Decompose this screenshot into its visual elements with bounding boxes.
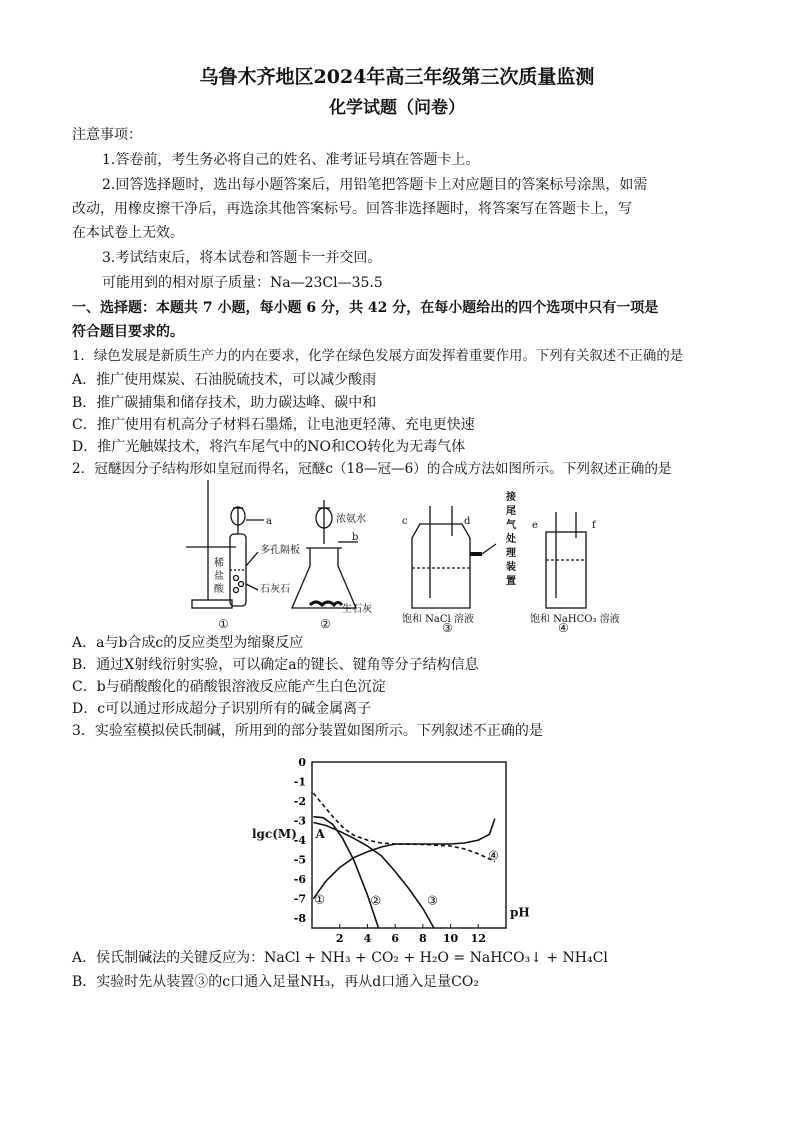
label-a: a <box>266 516 272 527</box>
label-f: f <box>592 520 596 531</box>
notice-item-2-line1: 2.回答选择题时，选出每小题答案后，用铅笔把答题卡上对应题目的答案标号涂黑，如需 <box>102 177 648 193</box>
x-tick-label: 4 <box>363 932 372 945</box>
y-axis-label: lgc(M) <box>252 827 297 842</box>
apparatus-figure <box>180 478 640 634</box>
lgc-ph-chart <box>250 752 540 948</box>
y-tick-label: -1 <box>293 775 306 789</box>
series-label-1: ① <box>314 892 326 907</box>
label-porous-plate: 多孔隔板 <box>260 545 300 556</box>
x-tick-label: 12 <box>470 932 486 945</box>
label-num-1: ① <box>218 617 229 631</box>
q2-stem: 2．冠醚因分子结构形如皇冠而得名，冠醚c（18—冠—6）的合成方法如图所示。下列叙述正确的是 <box>72 461 672 477</box>
wash-bottle-4 <box>546 532 586 608</box>
x-axis-label: pH <box>510 905 530 920</box>
label-d: d <box>464 516 471 527</box>
label-nahco3: 饱和 NaHCO₃ 溶液 <box>530 614 620 625</box>
series-label-3: ③ <box>427 893 438 908</box>
notice-item-2-line2: 改动，用橡皮擦干净后，再选涂其他答案标号。回答非选择题时，将答案写在答题卡上，写 <box>72 201 632 217</box>
q3-option-a: A．侯氏制碱法的关键反应为：NaCl + NH₃ + CO₂ + H₂O = NaHCO₃↓ + NH₄Cl <box>72 950 608 966</box>
q2-option-c: C．b与硝酸酸化的硝酸银溶液反应能产生白色沉淀 <box>72 679 386 695</box>
atomic-mass-note: 可能用到的相对原子质量：Na—23Cl—35.5 <box>102 275 383 291</box>
label-num-2: ② <box>320 617 331 631</box>
x-tick-label: 2 <box>335 932 344 945</box>
q1-option-b: B．推广碳捕集和储存技术，助力碳达峰、碳中和 <box>72 395 377 411</box>
label-tail-gas: 接 尾 气 处 理 装 置 <box>506 492 516 587</box>
y-tick-label: -5 <box>293 853 306 867</box>
x-tick-label: 6 <box>391 932 399 945</box>
label-ammonia: 浓氨水 <box>336 514 366 525</box>
y-tick-label: -4 <box>293 834 306 848</box>
notice-item-3: 3.考试结束后，将本试卷和答题卡一并交回。 <box>102 250 382 266</box>
q2-option-b: B．通过X射线衍射实验，可以确定a的键长、键角等分子结构信息 <box>72 657 479 673</box>
y-tick-label: -6 <box>293 873 306 887</box>
series-line-4 <box>313 793 495 861</box>
notice-item-1: 1.答卷前，考生务必将自己的姓名、准考证号填在答题卡上。 <box>102 152 480 168</box>
label-b: b <box>352 532 359 543</box>
notice-heading: 注意事项： <box>72 127 142 143</box>
q1-option-a: A．推广使用煤炭、石油脱硫技术，可以减少酸雨 <box>72 372 377 388</box>
point-a-label: A <box>315 827 325 842</box>
q1-option-c: C．推广使用有机高分子材料石墨烯，让电池更轻薄、充电更快速 <box>72 417 475 433</box>
y-tick-label: -2 <box>293 795 306 809</box>
q3-stem: 3．实验室模拟侯氏制碱，所用到的部分装置如图所示。下列叙述不正确的是 <box>72 723 543 739</box>
stand-base <box>192 600 232 608</box>
notice-item-2-line3: 在本试卷上无效。 <box>72 225 184 241</box>
q1-stem: 1．绿色发展是新质生产力的内在要求，化学在绿色发展方面发挥着重要作用。下列有关叙述不正确的是 <box>72 349 684 364</box>
q1-option-d: D．推广光触媒技术，将汽车尾气中的NO和CO转化为无毒气体 <box>72 439 466 455</box>
y-tick-label: 0 <box>298 756 306 769</box>
y-tick-label: -3 <box>293 814 306 828</box>
q2-option-a: A．a与b合成c的反应类型为缩聚反应 <box>72 635 304 651</box>
section-1-heading-line1: 一、选择题：本题共 7 小题，每小题 6 分，共 42 分，在每小题给出的四个选项中只有一项是 <box>72 300 659 316</box>
series-line-1 <box>313 819 495 899</box>
x-tick-label: 10 <box>442 932 459 945</box>
label-num-4: ④ <box>558 621 569 634</box>
wash-bottle-3 <box>412 524 470 608</box>
series-label-2: ② <box>370 893 382 908</box>
label-num-3: ③ <box>442 621 453 634</box>
y-tick-label: -7 <box>293 892 306 906</box>
label-c: c <box>402 516 408 527</box>
label-quicklime: 生石灰 <box>342 604 372 615</box>
q2-option-d: D．c可以通过形成超分子识别所有的碱金属离子 <box>72 701 372 717</box>
label-limestone: 石灰石 <box>260 584 290 595</box>
series-label-4: ④ <box>488 848 499 863</box>
label-nacl: 饱和 NaCl 溶液 <box>402 614 474 625</box>
conical-flask <box>292 548 356 608</box>
page-subtitle: 化学试题（问卷） <box>329 98 465 118</box>
page-title: 乌鲁木齐地区2024年高三年级第三次质量监测 <box>199 66 595 88</box>
label-dilute-hcl: 稀 盐 酸 <box>214 558 224 595</box>
y-tick-label: -8 <box>293 912 306 926</box>
x-tick-label: 8 <box>419 932 427 945</box>
section-1-heading-line2: 符合题目要求的。 <box>72 324 184 340</box>
label-e: e <box>532 520 538 531</box>
q3-option-b: B．实验时先从装置③的c口通入足量NH₃，再从d口通入足量CO₂ <box>72 974 479 990</box>
